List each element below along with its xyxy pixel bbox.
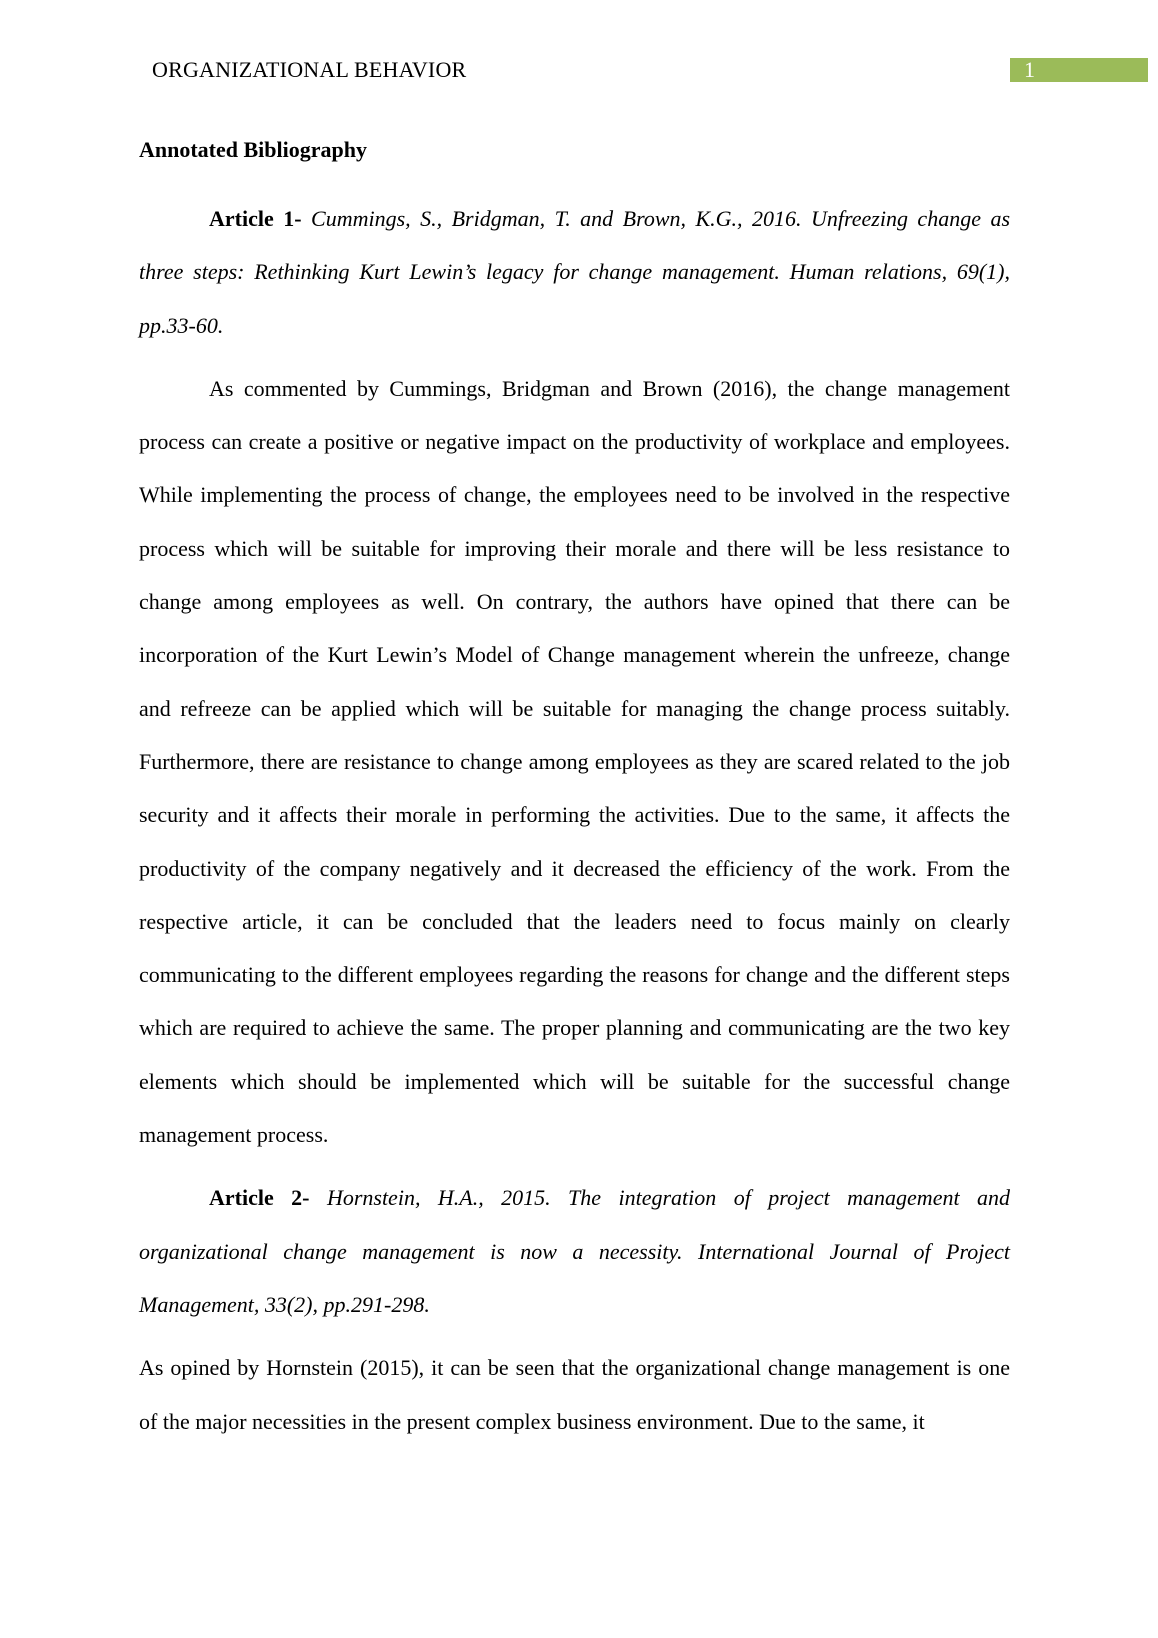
article-1-annotation: As commented by Cummings, Bridgman and Brown (2016), the change management process can create a positive or negative impact on the productivity of workplace and employees. While implementing the process of change, the employees need to be involved in the respective process which will be suitable for improving their morale and there will be less resistance to change among employees as well. On contrary, the authors have opined that there can be incorporation of the Kurt Lewin’s Model of Change management wherein the unfreeze, change and refreeze can be applied which will be suitable for managing the change process suitably. Furthermore, there are resistance to change among employees as they are scared related to the job security and it affects their morale in performing the activities. Due to the same, it affects the productivity of the company negatively and it decreased the efficiency of the work. From the respective article, it can be concluded that the leaders need to focus mainly on clearly communicating to the different employees regarding the reasons for change and the different steps which are required to achieve the same. The proper planning and communicating are the two key elements which should be implemented which will be suitable for the successful change management process. bbox=[139, 375, 1010, 1148]
article-2-reference: Hornstein, H.A., 2015. The integration of project management and organizational change management is now a necessity. International Journal of Project Management, 33(2), pp.291-298. bbox=[139, 1185, 1011, 1317]
page-number: 1 bbox=[1024, 57, 1035, 82]
document-heading: Annotated Bibliography bbox=[139, 137, 367, 162]
article-1-label: Article 1- bbox=[209, 206, 302, 231]
article-2-annotation: As opined by Hornstein (2015), it can be seen that the organizational change management is one of the major necessities in the present complex business environment. Due to the same, it bbox=[139, 1355, 1010, 1434]
page-number-bar bbox=[1010, 58, 1148, 82]
document-body bbox=[139, 136, 1010, 1448]
article-2-label: Article 2- bbox=[209, 1185, 310, 1211]
article-2-citation bbox=[139, 1171, 1010, 1331]
article-1-citation bbox=[139, 192, 1010, 352]
running-head: ORGANIZATIONAL BEHAVIOR bbox=[152, 57, 467, 82]
article-1-reference: Cummings, S., Bridgman, T. and Brown, K.G., 2016. Unfreezing change as three steps: Rethinking Kurt Lewin’s legacy for change management. Human relations, 69(1), pp.33-60. bbox=[139, 206, 1011, 338]
